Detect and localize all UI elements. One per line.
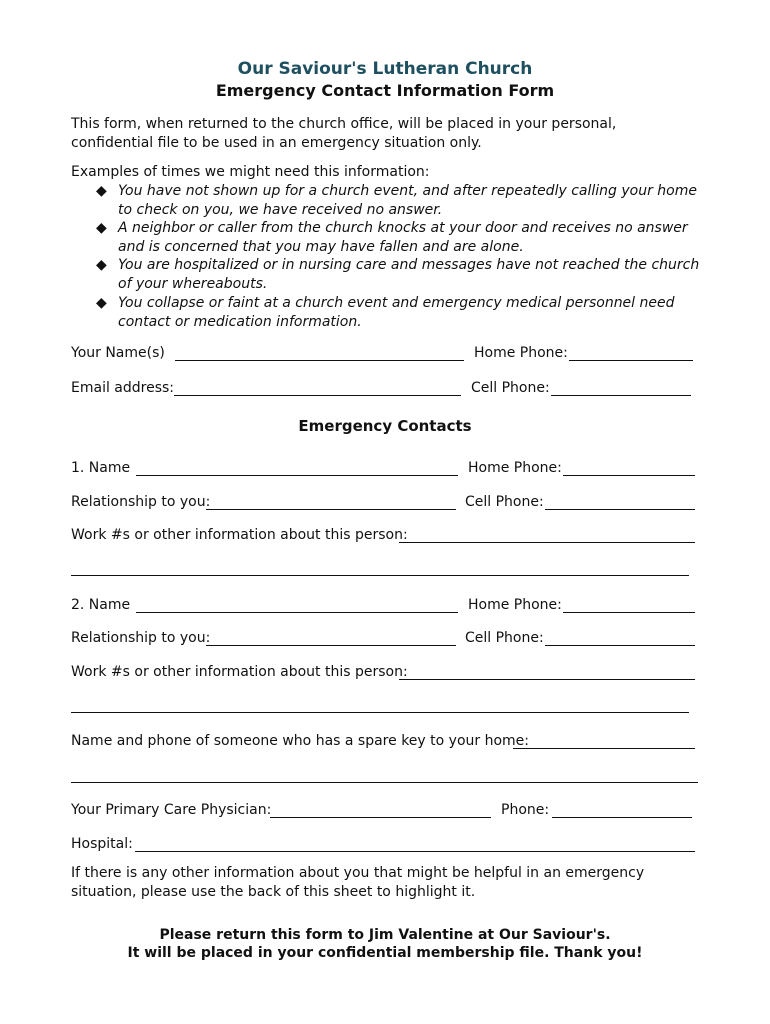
contact1-relationship-field[interactable] [206,509,456,510]
example-text: A neighbor or caller from the church knocks at your door and receives no answer and is concerned that you may have fallen and are alone. [118,220,688,255]
contact1-home-phone-label: Home Phone: [468,460,562,476]
contact1-work-label: Work #s or other information about this person: [71,527,408,543]
email-field[interactable] [174,395,461,396]
example-text: You are hospitalized or in nursing care and messages have not reached the church of your whereabouts. [118,257,700,292]
contact1-work-field-extra[interactable] [71,575,689,576]
spare-key-field[interactable] [513,748,695,749]
form-title: Emergency Contact Information Form [215,81,555,100]
contact1-home-phone-field[interactable] [563,475,695,476]
emergency-contacts-heading: Emergency Contacts [298,417,472,435]
home-phone-field[interactable] [569,360,693,361]
footer-line-2: It will be placed in your confidential membership file. Thank you! [127,945,643,961]
example-text: You collapse or faint at a church event and emergency medical personnel need contact or medication information. [118,295,675,330]
contact2-work-label: Work #s or other information about this person: [71,664,408,680]
hospital-label: Hospital: [71,836,133,852]
spare-key-label: Name and phone of someone who has a spare key to your home: [71,733,529,749]
diamond-bullet-icon: ◆ [96,295,107,311]
contact1-cell-phone-label: Cell Phone: [465,494,544,510]
contact1-relationship-label: Relationship to you: [71,494,211,510]
examples-heading: Examples of times we might need this information: [71,164,430,180]
example-item [96,256,706,294]
contact2-relationship-field[interactable] [206,645,456,646]
other-info-text: If there is any other information about you that might be helpful in an emergency situation, please use the back of this sheet to highlight it. [71,865,645,900]
contact2-work-field-extra[interactable] [71,712,689,713]
physician-phone-field[interactable] [552,817,692,818]
physician-field[interactable] [270,817,491,818]
example-item [96,182,706,220]
contact2-work-field[interactable] [399,679,695,680]
intro-text: This form, when returned to the church office, will be placed in your personal, confidential file to be used in an emergency situation only. [71,116,617,151]
footer-line-1: Please return this form to Jim Valentine at Our Saviour's. [159,927,611,943]
cell-phone-label: Cell Phone: [471,380,550,396]
contact1-cell-phone-field[interactable] [545,509,695,510]
contact2-home-phone-field[interactable] [563,612,695,613]
physician-label: Your Primary Care Physician: [71,802,272,818]
contact2-cell-phone-field[interactable] [545,645,695,646]
contact2-name-field[interactable] [136,612,458,613]
diamond-bullet-icon: ◆ [96,183,107,199]
spare-key-field-extra[interactable] [71,782,698,783]
contact2-cell-phone-label: Cell Phone: [465,630,544,646]
example-item [96,219,706,257]
email-label: Email address: [71,380,175,396]
contact2-relationship-label: Relationship to you: [71,630,211,646]
your-names-label: Your Name(s) [71,345,165,361]
contact1-name-label: 1. Name [71,460,131,476]
contact1-name-field[interactable] [136,475,458,476]
contact1-work-field[interactable] [399,542,695,543]
physician-phone-label: Phone: [501,802,550,818]
home-phone-label: Home Phone: [474,345,568,361]
your-names-field[interactable] [175,360,464,361]
hospital-field[interactable] [135,851,695,852]
cell-phone-field[interactable] [551,395,691,396]
diamond-bullet-icon: ◆ [96,220,107,236]
diamond-bullet-icon: ◆ [96,257,107,273]
church-name: Our Saviour's Lutheran Church [237,59,533,79]
contact2-name-label: 2. Name [71,597,131,613]
example-item [96,294,706,332]
example-text: You have not shown up for a church event, and after repeatedly calling your home to check on you, we have received no answer. [118,183,697,218]
contact2-home-phone-label: Home Phone: [468,597,562,613]
